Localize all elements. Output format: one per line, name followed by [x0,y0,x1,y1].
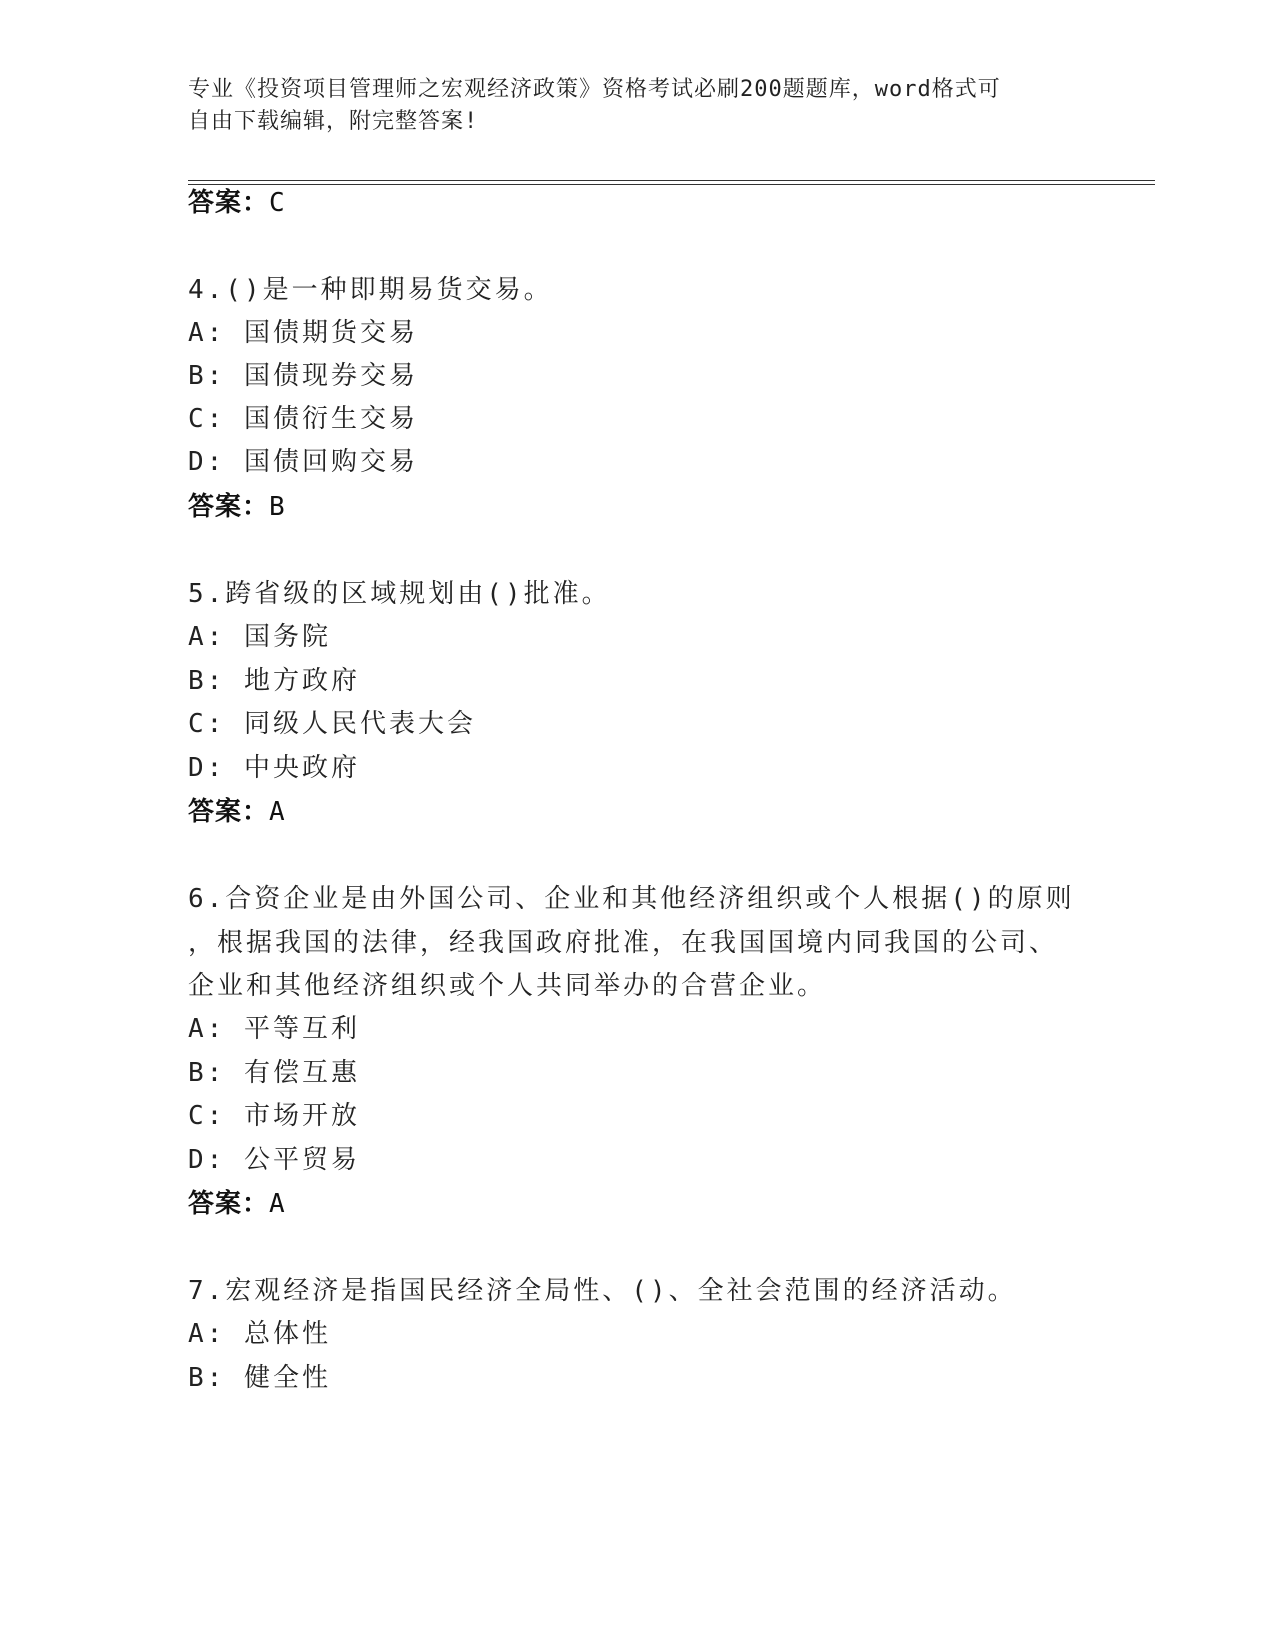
question-6-text-line-3: 企业和其他经济组织或个人共同举办的合营企业。 [188,971,827,1001]
header-line-1: 专业《投资项目管理师之宏观经济政策》资格考试必刷200题题库，word格式可 [188,77,1001,102]
question-6-option-d: D: 公平贸易 [188,1145,360,1175]
question-7-option-b: B: 健全性 [188,1363,331,1393]
question-6-text-line-1: 6.合资企业是由外国公司、企业和其他经济组织或个人根据()的原则 [188,884,1075,914]
question-5-option-d: D: 中央政府 [188,753,360,783]
question-5-text: 5.跨省级的区域规划由()批准。 [188,579,611,609]
question-4-option-a: A: 国债期货交易 [188,318,418,348]
question-6-option-a: A: 平等互利 [188,1014,360,1044]
question-5-answer [188,795,286,829]
question-6-text-line-2: ，根据我国的法律，经我国政府批准，在我国国境内同我国的公司、 [188,928,1059,958]
answer-label: 答案： [188,1189,270,1219]
answer-label: 答案： [188,188,270,218]
question-6-option-b: B: 有偿互惠 [188,1058,360,1088]
answer-label: 答案： [188,797,270,827]
question-5-option-c: C: 同级人民代表大会 [188,709,476,739]
header-divider-top [188,180,1155,181]
question-4-answer [188,490,286,524]
question-6-answer [188,1187,286,1221]
header-divider-bottom [188,184,1155,185]
question-5-option-a: A: 国务院 [188,622,331,652]
answer-value: A [269,1189,286,1219]
answer-prev [188,186,286,220]
answer-value: A [269,797,286,827]
question-5-option-b: B: 地方政府 [188,666,360,696]
answer-value: C [269,188,286,218]
question-7-text: 7.宏观经济是指国民经济全局性、()、全社会范围的经济活动。 [188,1276,1017,1306]
question-4-option-c: C: 国债衍生交易 [188,404,418,434]
question-7-option-a: A: 总体性 [188,1319,331,1349]
document-header [188,74,1068,138]
question-6-option-c: C: 市场开放 [188,1101,360,1131]
header-line-2: 自由下载编辑，附完整答案! [188,109,479,134]
answer-value: B [269,492,286,522]
question-4-text: 4.()是一种即期易货交易。 [188,275,553,305]
question-4-option-b: B: 国债现券交易 [188,361,418,391]
question-4-option-d: D: 国债回购交易 [188,447,418,477]
answer-label: 答案： [188,492,270,522]
